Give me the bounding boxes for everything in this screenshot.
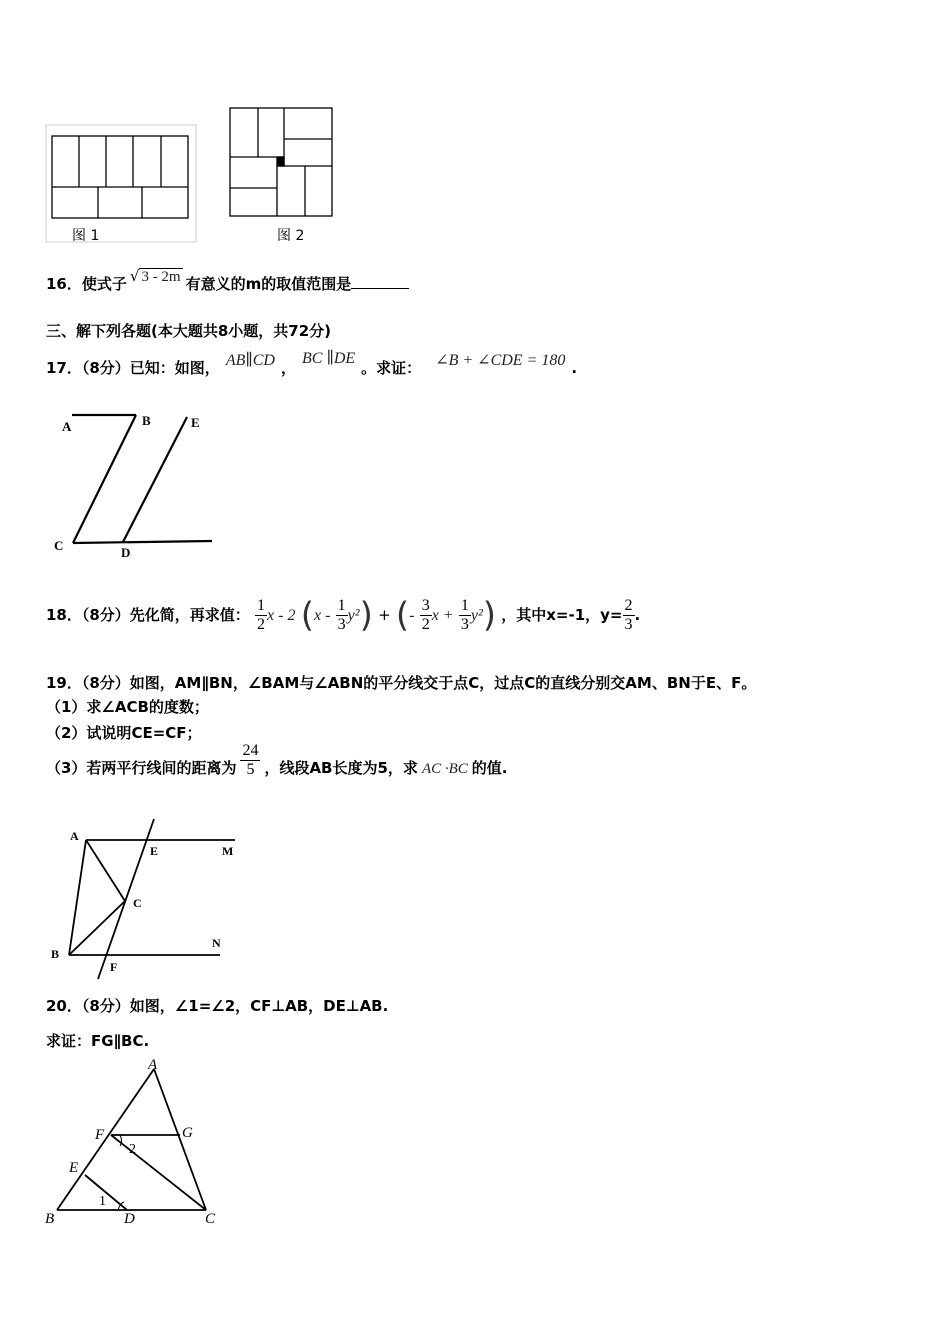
answer-blank [351,274,409,289]
figure-q19 [44,815,244,985]
question-20-proof: 求证：FG∥BC. [46,1032,150,1050]
label-D: D [124,1211,135,1227]
question-20-stem: 20．（8分）如图，∠1=∠2，CF⊥AB，DE⊥AB. [46,997,389,1015]
label-A: A [70,829,79,843]
question-19-stem: 19．（8分）如图，AM∥BN，∠BAM与∠ABN的平分线交于点C，过点C的直线分别交AM、BN于E、F。 [46,674,757,692]
label-C: C [54,538,64,553]
label-angle-1: 1 [99,1194,106,1209]
label-D: D [121,545,131,560]
label-E: E [191,415,200,430]
figure-q17 [50,405,230,565]
label-M: M [222,844,234,858]
label-N: N [212,936,221,950]
label-B: B [142,413,151,428]
figure-1-caption: 图 1 [72,228,100,244]
sqrt-expression: √ 3 - 2m [129,267,181,285]
figure-2-caption: 图 2 [277,228,305,244]
section-3-title: 三、解下列各题(本大题共8小题，共72分) [46,322,332,340]
label-angle-2: 2 [129,1142,136,1157]
label-E: E [69,1160,79,1176]
label-E: E [150,844,159,858]
figure-1 [46,125,196,242]
question-19-part-2: （2）试说明CE=CF； [46,724,202,742]
label-A: A [62,419,72,434]
question-19-part-1: （1）求∠ACB的度数； [46,698,209,716]
question-19-part-3: （3）若两平行线间的距离为 $\frac{24}{5}$ ，线段AB长度为5，求 AC ·BC 的值. [46,742,508,778]
label-F: F [95,1127,105,1143]
question-16: 16．使式子 √ 3 - 2m 有意义的m的取值范围是 [46,273,409,294]
label-B: B [45,1211,55,1227]
figure-2 [230,108,332,216]
question-18: 18．（8分）先化简，再求值： $\frac{1}{2}$ x - 2 (x - $\frac{1}{3}$ y²) + (- $\frac{3}{2}$ x + $\frac{1}{3}$ y²) ，其中x=-1，y= $\frac{2}{3}$ . [46,595,641,636]
label-C: C [133,896,142,910]
figure-q20 [40,1055,230,1235]
question-17: 17．（8分）已知：如图， AB∥CD ，BC ∥DE。求证： ∠B + ∠CDE = 180 . [46,350,578,377]
label-F: F [110,960,118,974]
label-B: B [51,947,60,961]
label-G: G [182,1125,193,1141]
label-A: A [148,1057,158,1073]
label-C: C [205,1211,216,1227]
